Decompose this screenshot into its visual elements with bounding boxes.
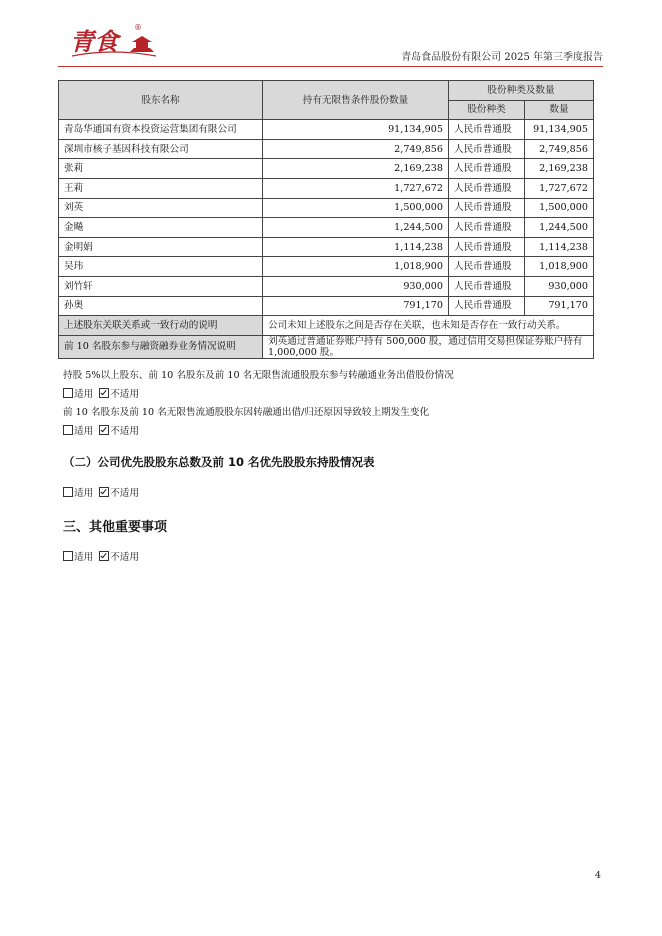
lending-applicability <box>63 386 139 400</box>
other-matters-applicability <box>63 549 139 563</box>
share-type: 人民币普通股 <box>449 296 525 316</box>
applicable-checkbox[interactable] <box>63 487 73 497</box>
share-count: 2,169,238 <box>525 159 594 179</box>
logo-registered-mark: ® <box>134 23 142 32</box>
header-shareholder-name: 股东名称 <box>59 81 263 120</box>
header-unrestricted-qty: 持有无限售条件股份数量 <box>263 81 449 120</box>
table-row <box>59 237 594 257</box>
table-row <box>59 218 594 238</box>
unrestricted-qty: 2,169,238 <box>263 159 449 179</box>
lending-section-text: 持股 5%以上股东、前 10 名股东及前 10 名无限售流通股股东参与转融通业务出借股份情况 <box>63 370 454 381</box>
share-count: 91,134,905 <box>525 120 594 140</box>
share-type: 人民币普通股 <box>449 257 525 277</box>
shareholder-name: 深圳市核子基因科技有限公司 <box>59 139 263 159</box>
applicable-checkbox[interactable] <box>63 425 73 435</box>
share-count: 1,244,500 <box>525 218 594 238</box>
share-count: 2,749,856 <box>525 139 594 159</box>
not-applicable-checkbox[interactable] <box>99 425 109 435</box>
table-row <box>59 139 594 159</box>
table-row <box>59 178 594 198</box>
applicable-label: 适用 <box>74 552 94 563</box>
top-unrestricted-shareholders-table <box>58 80 594 359</box>
table-row <box>59 296 594 316</box>
header-share-type-and-count: 股份种类及数量 <box>449 81 594 101</box>
unrestricted-qty: 2,749,856 <box>263 139 449 159</box>
unrestricted-qty: 1,244,500 <box>263 218 449 238</box>
shareholder-name: 刘竹轩 <box>59 276 263 296</box>
applicable-label: 适用 <box>74 426 94 437</box>
table-row <box>59 257 594 277</box>
preferred-shares-heading: （二）公司优先股股东总数及前 10 名优先股股东持股情况表 <box>63 455 375 469</box>
not-applicable-label: 不适用 <box>110 552 139 563</box>
unrestricted-qty: 1,500,000 <box>263 198 449 218</box>
header-share-type: 股份种类 <box>449 100 525 120</box>
other-matters-heading: 三、其他重要事项 <box>63 520 168 535</box>
share-count: 791,170 <box>525 296 594 316</box>
report-title: 青岛食品股份有限公司 2025 年第三季度报告 <box>401 52 603 63</box>
unrestricted-qty: 930,000 <box>263 276 449 296</box>
logo-lettering: 青食 <box>70 27 118 56</box>
share-type: 人民币普通股 <box>449 218 525 238</box>
shareholder-name: 孙奥 <box>59 296 263 316</box>
relation-text: 公司未知上述股东之间是否存在关联，也未知是否存在一致行动关系。 <box>263 316 594 336</box>
unrestricted-qty: 91,134,905 <box>263 120 449 140</box>
not-applicable-label: 不适用 <box>110 488 139 499</box>
share-count: 930,000 <box>525 276 594 296</box>
table-row <box>59 276 594 296</box>
unrestricted-qty: 1,018,900 <box>263 257 449 277</box>
shareholder-name: 刘英 <box>59 198 263 218</box>
table-row <box>59 120 594 140</box>
margin-trading-text: 刘英通过普通证券账户持有 500,000 股，通过信用交易担保证券账户持有 1,000,000 股。 <box>263 335 594 358</box>
applicable-checkbox[interactable] <box>63 388 73 398</box>
shareholder-name: 金明娟 <box>59 237 263 257</box>
share-type: 人民币普通股 <box>449 237 525 257</box>
table-row <box>59 198 594 218</box>
shareholder-name: 王莉 <box>59 178 263 198</box>
header-share-count: 数量 <box>525 100 594 120</box>
share-count: 1,727,672 <box>525 178 594 198</box>
share-type: 人民币普通股 <box>449 139 525 159</box>
not-applicable-checkbox[interactable] <box>99 388 109 398</box>
share-type: 人民币普通股 <box>449 276 525 296</box>
header-divider <box>58 66 603 67</box>
applicable-label: 适用 <box>74 488 94 499</box>
shareholder-name: 金飚 <box>59 218 263 238</box>
not-applicable-checkbox[interactable] <box>99 551 109 561</box>
not-applicable-checkbox[interactable] <box>99 487 109 497</box>
share-count: 1,114,238 <box>525 237 594 257</box>
company-logo <box>68 18 158 62</box>
share-type: 人民币普通股 <box>449 159 525 179</box>
margin-trading-row <box>59 335 594 358</box>
table-row <box>59 159 594 179</box>
not-applicable-label: 不适用 <box>110 426 139 437</box>
applicable-checkbox[interactable] <box>63 551 73 561</box>
unrestricted-qty: 791,170 <box>263 296 449 316</box>
margin-trading-label: 前 10 名股东参与融资融券业务情况说明 <box>59 335 263 358</box>
not-applicable-label: 不适用 <box>110 389 139 400</box>
change-applicability <box>63 423 139 437</box>
share-count: 1,018,900 <box>525 257 594 277</box>
unrestricted-qty: 1,727,672 <box>263 178 449 198</box>
page-number: 4 <box>594 870 601 881</box>
unrestricted-qty: 1,114,238 <box>263 237 449 257</box>
shareholder-name: 张莉 <box>59 159 263 179</box>
preferred-applicability <box>63 485 139 499</box>
relation-label: 上述股东关联关系或一致行动的说明 <box>59 316 263 336</box>
share-type: 人民币普通股 <box>449 178 525 198</box>
page-header <box>58 18 603 64</box>
share-type: 人民币普通股 <box>449 198 525 218</box>
applicable-label: 适用 <box>74 389 94 400</box>
shareholder-name: 青岛华通国有资本投资运营集团有限公司 <box>59 120 263 140</box>
share-type: 人民币普通股 <box>449 120 525 140</box>
change-section-text: 前 10 名股东及前 10 名无限售流通股股东因转融通出借/归还原因导致较上期发生变化 <box>63 407 430 418</box>
shareholder-name: 吴玮 <box>59 257 263 277</box>
share-count: 1,500,000 <box>525 198 594 218</box>
relation-row <box>59 316 594 336</box>
